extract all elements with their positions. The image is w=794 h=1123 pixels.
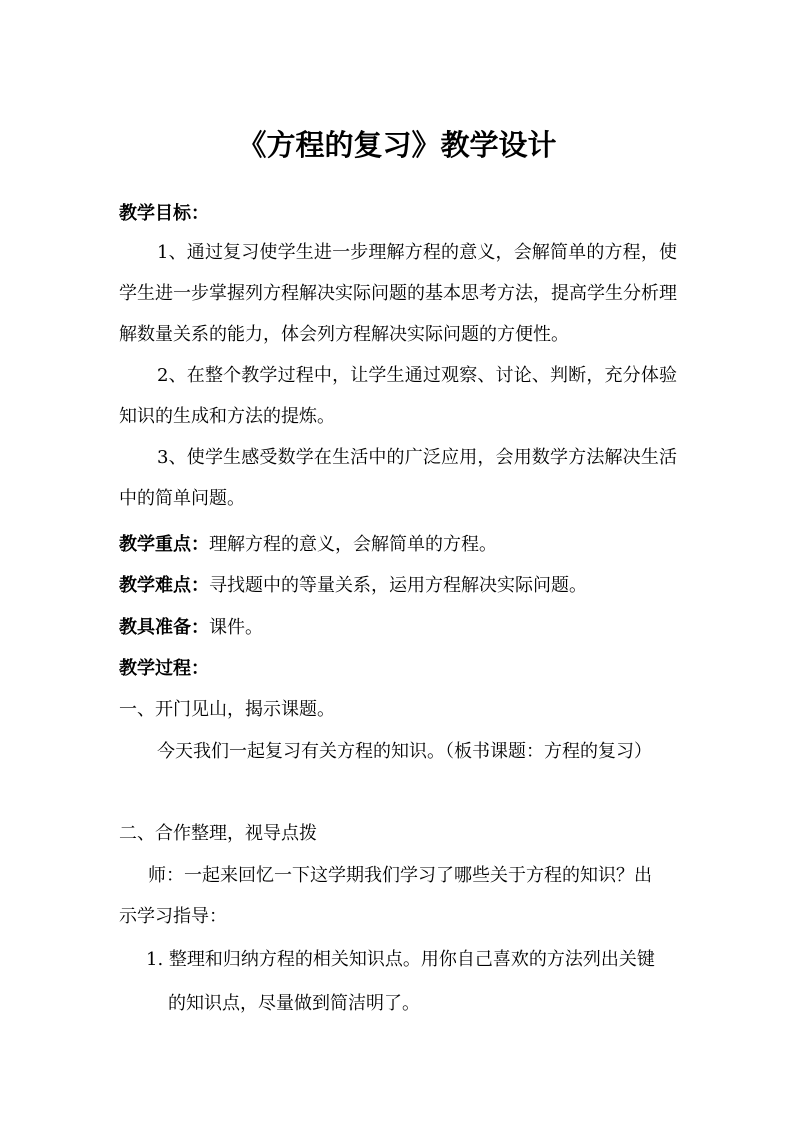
key-point-label: 教学重点： — [119, 534, 209, 555]
objective-1: 1、通过复习使学生进一步理解方程的意义，会解简单的方程，使学生进一步掌握列方程解决实际问题的基本思考方法，提高学生分析理解数量关系的能力，体会列方程解决实际问题的方便性。 — [119, 242, 677, 345]
key-point-text: 理解方程的意义，会解简单的方程。 — [209, 534, 497, 555]
objectives-heading: 教学目标： — [119, 203, 209, 224]
guide-item-1-line2: 的知识点，尽量做到简洁明了。 — [168, 993, 420, 1014]
teaching-tools — [119, 616, 263, 640]
document-title: 《方程的复习》教学设计 — [237, 128, 557, 162]
section1-text: 今天我们一起复习有关方程的知识。（板书课题：方程的复习） — [157, 741, 652, 762]
difficulty — [119, 574, 587, 598]
process-heading: 教学过程： — [119, 658, 209, 679]
tools-label: 教具准备： — [119, 617, 209, 638]
section2-heading: 二、合作整理，视导点拨 — [119, 823, 317, 844]
key-point — [119, 533, 497, 557]
section1-heading: 一、开门见山，揭示课题。 — [119, 699, 335, 720]
objective-3: 3、使学生感受数学在生活中的广泛应用，会用数学方法解决生活中的简单问题。 — [119, 447, 677, 509]
objective-2: 2、在整个教学过程中，让学生通过观察、讨论、判断，充分体验知识的生成和方法的提炼。 — [119, 365, 677, 427]
difficulty-label: 教学难点： — [119, 575, 209, 596]
difficulty-text: 寻找题中的等量关系，运用方程解决实际问题。 — [209, 575, 587, 596]
section2-text-line2: 示学习指导： — [119, 906, 227, 927]
section2-text-line1: 师：一起来回忆一下这学期我们学习了哪些关于方程的知识？出 — [148, 865, 652, 886]
tools-text: 课件。 — [209, 617, 263, 638]
guide-item-1-line1: 1. 整理和归纳方程的相关知识点。用你自己喜欢的方法列出关键 — [146, 949, 655, 970]
